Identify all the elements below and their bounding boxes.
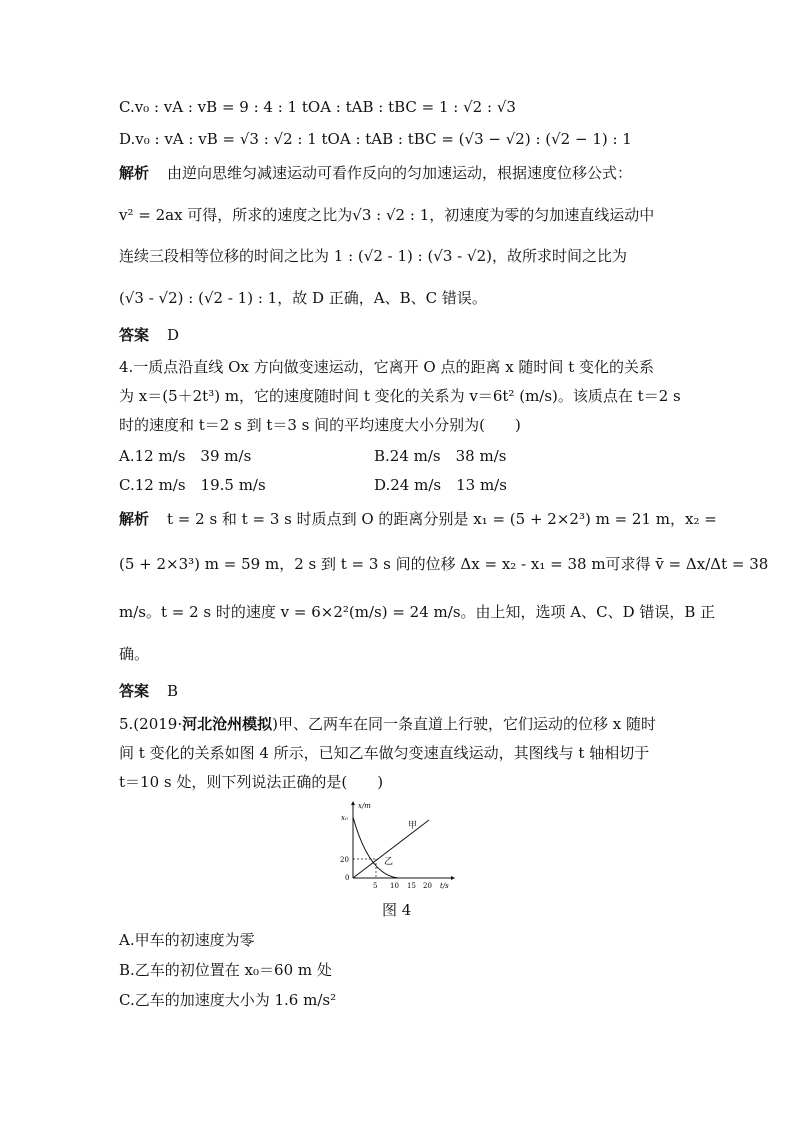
q5-option-c: C.乙车的加速度大小为 1.6 m/s² bbox=[119, 991, 337, 1009]
q3-analysis-line-4: (√3 - √2) : (√2 - 1) : 1，故 D 正确，A、B、C 错误。 bbox=[119, 289, 487, 307]
q5-stem-line-2: 间 t 变化的关系如图 4 所示，已知乙车做匀变速直线运动，其图线与 t 轴相切于 bbox=[119, 744, 650, 762]
q3-option-d: D.v₀ : vA : vB = √3 : √2 : 1 tOA : tAB : tBC = (√3 − √2) : (√2 − 1) : 1 bbox=[119, 130, 632, 148]
y-tick-0: 0 bbox=[345, 874, 350, 882]
y-tick-20: 20 bbox=[340, 856, 349, 864]
q4-option-c: C.12 m/s 19.5 m/s bbox=[119, 476, 266, 494]
x-tick-15: 15 bbox=[407, 882, 416, 890]
figure-4-graph bbox=[339, 800, 457, 890]
q3-answer bbox=[119, 325, 179, 345]
source-label: 河北沧州模拟 bbox=[182, 715, 273, 733]
q5-stem-line-3: t＝10 s 处，则下列说法正确的是( ) bbox=[119, 773, 384, 791]
q3-analysis-line-2: v² = 2ax 可得，所求的速度之比为√3 : √2 : 1，初速度为零的匀加速直线运动中 bbox=[119, 206, 655, 224]
q4-option-a: A.12 m/s 39 m/s bbox=[119, 447, 252, 465]
q5-option-a: A.甲车的初速度为零 bbox=[119, 931, 255, 949]
analysis-label: 解析 bbox=[119, 164, 150, 182]
x-axis-label: t/s bbox=[440, 882, 449, 890]
q3-analysis-line-1: 解析 由逆向思维匀减速运动可看作反向的匀加速运动，根据速度位移公式： bbox=[119, 164, 633, 182]
q4-analysis-line-3: m/s。t = 2 s 时的速度 v = 6×2²(m/s) = 24 m/s。由上知，选项 A、C、D 错误，B 正 bbox=[119, 603, 716, 621]
q4-stem-line-1: 4.一质点沿直线 Ox 方向做变速运动，它离开 O 点的距离 x 随时间 t 变化的关系 bbox=[119, 358, 655, 376]
analysis-label: 解析 bbox=[119, 510, 150, 528]
x-tick-5: 5 bbox=[373, 882, 378, 890]
x-tick-20: 20 bbox=[423, 882, 432, 890]
q4-analysis-line-1: 解析 t = 2 s 和 t = 3 s 时质点到 O 的距离分别是 x₁ = (5 + 2×2³) m = 21 m，x₂ = bbox=[119, 510, 717, 528]
x-axis-arrow bbox=[351, 801, 355, 805]
q4-option-d: D.24 m/s 13 m/s bbox=[374, 476, 507, 494]
label-yi: 乙 bbox=[384, 857, 394, 867]
q4-analysis-line-2: (5 + 2×3³) m = 59 m，2 s 到 t = 3 s 间的位移 Δx = x₂ - x₁ = 38 m可求得 v̄ = Δx/Δt = 38 bbox=[119, 555, 769, 573]
figure-caption: 图 4 bbox=[382, 901, 412, 919]
label-jia: 甲 bbox=[408, 821, 418, 831]
x-tick-10: 10 bbox=[390, 882, 399, 890]
q4-answer bbox=[119, 681, 178, 701]
q3-analysis-line-3: 连续三段相等位移的时间之比为 1 : (√2 - 1) : (√3 - √2)，故所求时间之比为 bbox=[119, 247, 627, 265]
q5-option-b: B.乙车的初位置在 x₀＝60 m 处 bbox=[119, 961, 332, 979]
q4-stem-line-2: 为 x＝(5＋2t³) m，它的速度随时间 t 变化的关系为 v＝6t² (m/s)。该质点在 t＝2 s bbox=[119, 387, 681, 405]
answer-value: B bbox=[167, 682, 179, 700]
q4-stem-line-3: 时的速度和 t＝2 s 到 t＝3 s 间的平均速度大小分别为( ) bbox=[119, 416, 521, 434]
y-axis-label: x/m bbox=[358, 802, 371, 810]
curve-yi bbox=[353, 817, 398, 878]
answer-value: D bbox=[167, 326, 180, 344]
q5-stem-line-1: 5.(2019·河北沧州模拟)甲、乙两车在同一条直道上行驶，它们运动的位移 x 随时 bbox=[119, 715, 656, 733]
answer-label: 答案 bbox=[119, 326, 150, 344]
q4-analysis-line-4: 确。 bbox=[119, 645, 150, 663]
q4-option-b: B.24 m/s 38 m/s bbox=[374, 447, 507, 465]
y-tick-x0: x₀ bbox=[341, 814, 348, 822]
answer-label: 答案 bbox=[119, 682, 150, 700]
q3-option-c: C.v₀ : vA : vB = 9 : 4 : 1 tOA : tAB : tBC = 1 : √2 : √3 bbox=[119, 98, 516, 116]
t-axis-arrow bbox=[451, 876, 455, 880]
